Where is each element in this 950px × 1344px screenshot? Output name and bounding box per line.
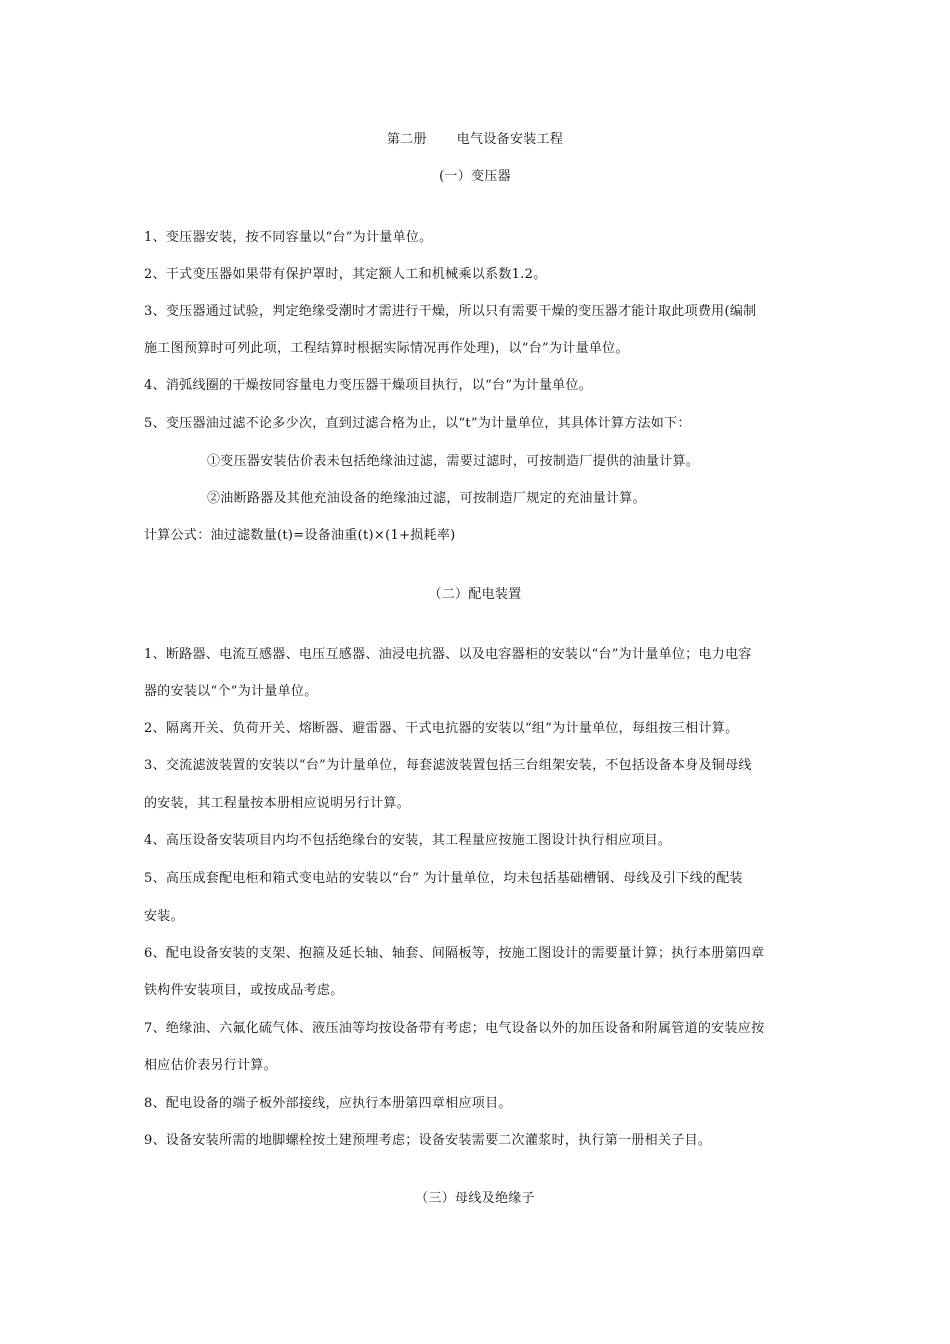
section-heading-busbar: （三）母线及绝缘子 <box>415 1191 535 1206</box>
paragraph-line: 施工图预算时可列此项，工程结算时根据实际情况再作处理)，以“台”为计量单位。 <box>144 341 629 356</box>
paragraph-line: 2、干式变压器如果带有保护罩时，其定额人工和机械乘以系数1.2。 <box>144 267 547 282</box>
paragraph-line: 3、交流滤波装置的安装以“台”为计量单位，每套滤波装置包括三台组架安装，不包括设备本身及铜母线 <box>144 758 752 773</box>
paragraph-line: 3、变压器通过试验，判定绝缘受潮时才需进行干燥，所以只有需要干燥的变压器才能计取此项费用(编制 <box>144 304 757 319</box>
formula-line: 计算公式：油过滤数量(t)=设备油重(t)×(1+损耗率) <box>144 528 456 543</box>
paragraph-line: 相应估价表另行计算。 <box>144 1058 278 1073</box>
paragraph-line: 8、配电设备的端子板外部接线，应执行本册第四章相应项目。 <box>144 1096 512 1111</box>
paragraph-line: 5、变压器油过滤不论多少次，直到过滤合格为止，以“t”为计量单位，其具体计算方法如下： <box>144 416 691 431</box>
paragraph-line: 的安装，其工程量按本册相应说明另行计算。 <box>144 796 411 811</box>
paragraph-line: 安装。 <box>144 909 184 924</box>
document-title <box>0 128 950 147</box>
paragraph-line: 9、设备安装所需的地脚螺栓按土建预埋考虑；设备安装需要二次灌浆时，执行第一册相关子目。 <box>144 1133 712 1148</box>
paragraph-line: 7、绝缘油、六氟化硫气体、液压油等均按设备带有考虑；电气设备以外的加压设备和附属管道的安装应按 <box>144 1021 765 1036</box>
paragraph-line: 4、消弧线圈的干燥按同容量电力变压器干燥项目执行，以“台”为计量单位。 <box>144 378 593 393</box>
section-heading-transformer: (一）变压器 <box>439 169 511 184</box>
paragraph-line: 1、变压器安装，按不同容量以“台”为计量单位。 <box>144 230 433 245</box>
volume-label: 第二册 <box>386 132 427 147</box>
paragraph-line-indented: ①变压器安装估价表未包括绝缘油过滤，需要过滤时，可按制造厂提供的油量计算。 <box>207 454 700 469</box>
paragraph-line: 1、断路器、电流互感器、电压互感器、油浸电抗器、以及电容器柜的安装以“台”为计量单位；电力电容 <box>144 647 752 662</box>
paragraph-line: 5、高压成套配电柜和箱式变电站的安装以“台” 为计量单位，均未包括基础槽钢、母线及引下线的配装 <box>144 871 743 886</box>
paragraph-line-indented: ②油断路器及其他充油设备的绝缘油过滤，可按制造厂规定的充油量计算。 <box>207 491 646 506</box>
paragraph-line: 4、高压设备安装项目内均不包括绝缘台的安装，其工程量应按施工图设计执行相应项目。 <box>144 833 672 848</box>
paragraph-line: 2、隔离开关、负荷开关、熔断器、避雷器、干式电抗器的安装以“组”为计量单位，每组按三相计算。 <box>144 721 739 736</box>
paragraph-line: 器的安装以“个”为计量单位。 <box>144 684 318 699</box>
paragraph-line: 铁构件安装项目，或按成品考虑。 <box>144 983 344 998</box>
volume-subject: 电气设备安装工程 <box>456 132 564 147</box>
section-heading-distribution: （二）配电装置 <box>428 587 522 602</box>
paragraph-line: 6、配电设备安装的支架、抱箍及延长轴、轴套、间隔板等，按施工图设计的需要量计算；执行本册第四章 <box>144 946 765 961</box>
